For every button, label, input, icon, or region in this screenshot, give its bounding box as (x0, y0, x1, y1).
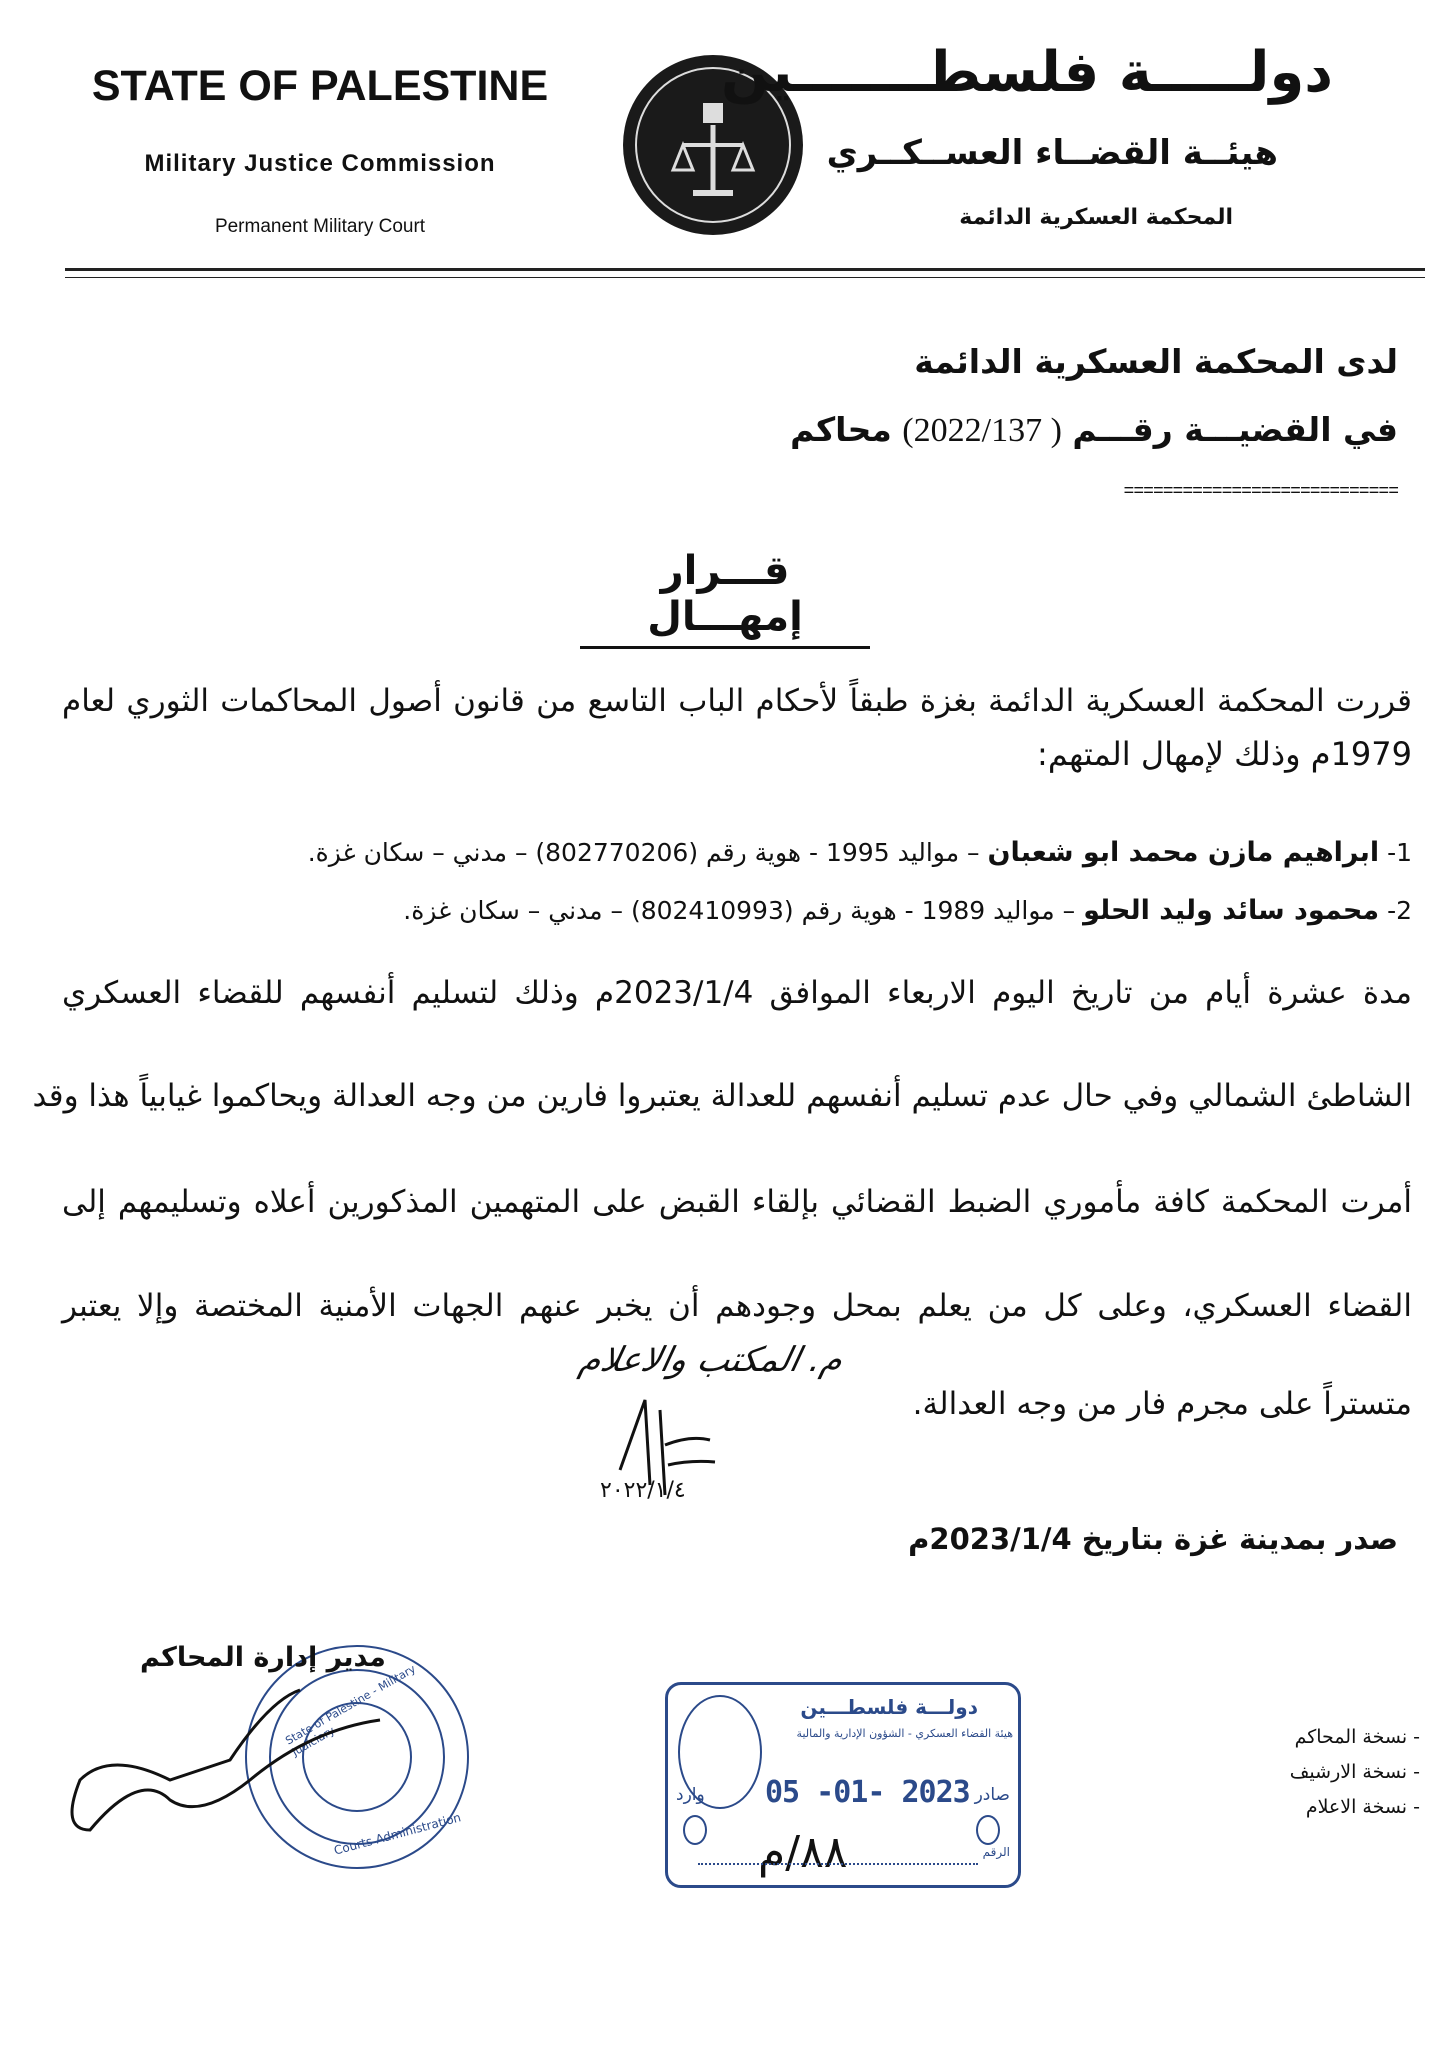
paragraph2-line: الشاطئ الشمالي وفي حال عدم تسليم أنفسهم للعدالة يعتبروا فارين من وجه العدالة ويحاكموا غيابياً هذا وقد (32, 1078, 1412, 1114)
court-line: لدى المحكمة العسكرية الدائمة (914, 342, 1398, 381)
header-en-court: Permanent Military Court (214, 216, 426, 237)
header-en-title: STATE OF PALESTINE (91, 62, 549, 110)
header-en-commission: Military Justice Commission (144, 150, 496, 177)
date-stamp-date: 05 -01- 2023 (765, 1775, 970, 1810)
case-suffix: محاكم (790, 410, 892, 449)
accused-name: ابراهيم مازن محمد ابو شعبان (987, 837, 1380, 868)
accused-number: 2- (1387, 896, 1412, 925)
accused-details: – مواليد 1995 - هوية رقم (802770206) – مدني – سكان غزة. (307, 838, 988, 867)
accused-number: 1- (1387, 838, 1412, 867)
paragraph2-line: القضاء العسكري، وعلى كل من يعلم بمحل وجودهم أن يخبر عنهم الجهات الأمنية المختصة وإلا يعتبر (62, 1288, 1412, 1324)
signature-scribble (50, 1660, 400, 1840)
case-separator: ============================ (1123, 482, 1398, 502)
signatory-title: مدير إدارة المحاكم (140, 1642, 386, 1673)
paragraph2-line: أمرت المحكمة كافة مأموري الضبط القضائي بإلقاء القبض على المتهمين المذكورين أعلاه وتسليمهم إلى (62, 1184, 1412, 1220)
header-ar-commission: هيئــة القضــاء العســكــري (826, 133, 1278, 173)
incoming-checkbox (683, 1815, 707, 1845)
header-ar-title: دولـــــة فلسطـــــــين (720, 40, 1333, 105)
round-stamp-text: Courts Administration (332, 1810, 463, 1858)
decision-title: قـــرار إمهـــال (580, 548, 870, 649)
accused-item (62, 895, 1412, 926)
case-number: ( 2022/137) (902, 412, 1062, 449)
copy-item: - نسخة الاعلام (1305, 1796, 1420, 1818)
header-divider-top (65, 268, 1425, 271)
header-ar-court: المحكمة العسكرية الدائمة (959, 205, 1233, 230)
number-dotted-line (698, 1863, 978, 1865)
date-stamp-incoming: وارد (676, 1785, 705, 1805)
signature-date: ٢٠٢٢/١/٤ (600, 1478, 686, 1503)
date-stamp-title: دولـــة فلسطـــين (800, 1695, 978, 1719)
date-stamp-subtitle: هيئة القضاء العسكري - الشؤون الإدارية والمالية (796, 1727, 1013, 1740)
accused-item (62, 837, 1412, 868)
copies-list (1290, 1720, 1420, 1825)
round-stamp-text: State of Palestine - Military Judiciary (283, 1662, 418, 1759)
copy-item: - نسخة المحاكم (1294, 1726, 1420, 1748)
case-line (790, 410, 1398, 450)
outgoing-checkbox (976, 1815, 1000, 1845)
date-stamp-number: ٨٨/م (758, 1827, 848, 1878)
handwritten-note: م. المكتب والاعلام (575, 1340, 847, 1380)
paragraph1-line: قررت المحكمة العسكرية الدائمة بغزة طبقاً لأحكام الباب التاسع من قانون أصول المحاكمات الثوري لعام (62, 683, 1412, 719)
paragraph2-line: متستراً على مجرم فار من وجه العدالة. (912, 1386, 1412, 1422)
date-stamp-outgoing: صادر (974, 1785, 1010, 1805)
accused-name: محمود سائد وليد الحلو (1083, 895, 1380, 926)
case-prefix: في القضيـــة رقـــم (1072, 410, 1398, 449)
date-stamp-number-label: الرقم (982, 1845, 1010, 1859)
date-stamp (665, 1682, 1021, 1888)
header-divider-bottom (65, 277, 1425, 278)
paragraph1-line: 1979م وذلك لإمهال المتهم: (1037, 735, 1412, 773)
issued-line: صدر بمدينة غزة بتاريخ 2023/1/4م (908, 1522, 1398, 1556)
copy-item: - نسخة الارشيف (1289, 1761, 1420, 1783)
accused-details: – مواليد 1989 - هوية رقم (802410993) – مدني – سكان غزة. (403, 896, 1084, 925)
paragraph2-line: مدة عشرة أيام من تاريخ اليوم الاربعاء الموافق 2023/1/4م وذلك لتسليم أنفسهم للقضاء العسكري (62, 975, 1412, 1011)
